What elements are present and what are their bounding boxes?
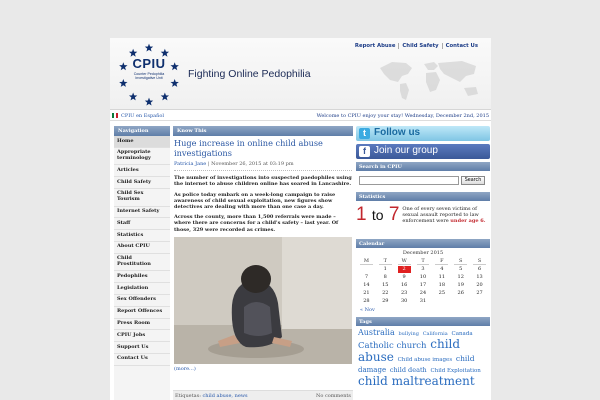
right-sidebar xyxy=(356,126,490,400)
calendar-day[interactable]: 14 xyxy=(363,282,370,288)
nav-item-child-safety[interactable]: Child Safety xyxy=(114,177,170,189)
left-sidebar xyxy=(114,126,170,400)
calendar-grid xyxy=(360,258,486,305)
mexico-flag-icon xyxy=(112,113,118,118)
sad-child-photo-icon xyxy=(174,237,352,364)
calendar-day-header: S xyxy=(473,258,486,265)
welcome-text: Welcome to CPIU enjoy your stay! Wednesday, December 2nd, 2015 xyxy=(316,112,489,119)
calendar-day[interactable]: 25 xyxy=(438,290,446,296)
star-icon xyxy=(119,79,127,87)
logo[interactable] xyxy=(125,56,173,80)
calendar-day-header: W xyxy=(398,258,411,265)
calendar-day[interactable]: 29 xyxy=(382,298,389,304)
search-form xyxy=(356,171,490,190)
nav-item-home[interactable]: Home xyxy=(114,136,170,148)
calendar-day[interactable]: 12 xyxy=(457,274,464,280)
post-paragraph: The number of investigations into suspected paedophiles using the internet to abuse children online has soared in Lancashire. xyxy=(174,175,352,188)
know-this-heading: Know This xyxy=(173,126,353,136)
calendar-day[interactable]: 21 xyxy=(363,290,370,296)
nav-item-internet-safety[interactable]: Internet Safety xyxy=(114,207,170,219)
calendar-day-header: S xyxy=(454,258,467,265)
facebook-icon: f xyxy=(359,146,370,157)
nav-item-statistics[interactable]: Statistics xyxy=(114,230,170,242)
calendar-day[interactable]: 13 xyxy=(476,274,483,280)
nav-item-press-room[interactable]: Press Room xyxy=(114,319,170,331)
post-body xyxy=(173,175,353,233)
statistics-heading: Statistics xyxy=(356,192,490,201)
tag-link[interactable]: child xyxy=(455,354,475,363)
twitter-icon: t xyxy=(359,128,370,139)
nav-item-report-offences[interactable]: Report Offences xyxy=(114,307,170,319)
search-input[interactable] xyxy=(359,176,459,185)
post-date: November 26, 2015 at 03:19 pm xyxy=(211,161,294,168)
calendar-day[interactable]: 24 xyxy=(419,290,427,296)
stat-text: One of every seven victims of sexual assault reported to law enforcement were xyxy=(402,206,479,224)
post-title[interactable]: Huge increase in online child abuse investigations xyxy=(174,138,323,158)
calendar-day[interactable]: 16 xyxy=(400,282,408,288)
calendar-day[interactable]: 1 xyxy=(383,266,387,272)
labels-prefix: Etiquetas: xyxy=(175,393,201,399)
calendar-day[interactable]: 8 xyxy=(383,274,387,280)
tag-link[interactable]: Child abuse images xyxy=(397,357,453,363)
nav-item-contact-us[interactable]: Contact Us xyxy=(114,354,170,366)
logo-title: CPIU xyxy=(132,56,166,71)
stat-highlight: under age 6. xyxy=(450,218,486,224)
calendar-day[interactable]: 15 xyxy=(382,282,389,288)
search-heading: Search in CPIU xyxy=(356,162,490,171)
star-icon xyxy=(145,44,153,52)
nav-list xyxy=(114,136,170,366)
tag-link[interactable]: Canada xyxy=(451,331,473,337)
post-image xyxy=(174,237,352,364)
facebook-label: Join our group xyxy=(374,145,438,156)
report-abuse-link[interactable]: Report Abuse xyxy=(352,43,400,49)
tag-link[interactable]: Catholic church xyxy=(358,341,427,351)
calendar-widget xyxy=(356,248,490,315)
comments-link[interactable]: No comments xyxy=(315,393,351,399)
tag-link[interactable]: bullying xyxy=(398,331,419,337)
tag-link[interactable]: Australia xyxy=(358,328,395,337)
contact-us-link[interactable]: Contact Us xyxy=(445,43,478,49)
calendar-day[interactable]: 9 xyxy=(402,274,406,280)
calendar-day[interactable]: 22 xyxy=(382,290,389,296)
calendar-day[interactable]: 18 xyxy=(438,282,446,288)
calendar-month-title: December 2015 xyxy=(402,250,444,256)
welcome-bar xyxy=(110,111,491,121)
calendar-day[interactable]: 20 xyxy=(476,282,483,288)
calendar-day[interactable]: 2 xyxy=(398,266,411,273)
nav-item-legislation[interactable]: Legislation xyxy=(114,283,170,295)
star-icon xyxy=(129,92,137,100)
nav-item-appropriate-terminology[interactable]: Appropriate terminology xyxy=(114,148,170,166)
calendar-prev-link[interactable]: « Nov xyxy=(360,307,375,313)
twitter-follow-banner[interactable] xyxy=(356,126,490,141)
post-labels xyxy=(175,393,248,399)
stat-description xyxy=(402,206,490,224)
tag-link[interactable]: California xyxy=(422,331,448,337)
stat-to: to xyxy=(371,207,384,223)
labels-links[interactable]: child abuse, news xyxy=(202,393,248,399)
site-title: Fighting Online Pedophilia xyxy=(188,68,311,80)
stat-number-one: 1 xyxy=(356,204,367,225)
calendar-day xyxy=(360,266,373,273)
page xyxy=(110,38,491,400)
calendar-day[interactable]: 6 xyxy=(477,266,482,272)
calendar-heading: Calendar xyxy=(356,239,490,248)
main-content xyxy=(173,126,353,400)
nav-item-cpiu-jobs[interactable]: CPIU Jobs xyxy=(114,330,170,342)
tags-heading: Tags xyxy=(356,317,490,326)
calendar-day[interactable]: 19 xyxy=(457,282,464,288)
post-author[interactable]: Patricia Jane xyxy=(174,161,207,168)
logo-subtitle: Counter Pedophilia Investigative Unit xyxy=(133,72,165,80)
calendar-day[interactable]: 23 xyxy=(400,290,408,296)
calendar-day[interactable]: 3 xyxy=(421,266,425,272)
tag-link[interactable]: damage xyxy=(358,366,387,374)
star-icon xyxy=(145,98,153,106)
post-paragraph: As police today embark on a week-long campaign to raise awareness of child sexual exploitation, new figures show detectives are dealing with more than one case a day. xyxy=(174,191,336,210)
tag-link[interactable]: child maltreatment xyxy=(358,374,475,388)
tag-link[interactable]: abuse xyxy=(358,350,394,364)
calendar-day xyxy=(435,298,448,305)
nav-item-articles[interactable]: Articles xyxy=(114,165,170,177)
nav-item-child-sex-tourism[interactable]: Child Sex Tourism xyxy=(114,189,170,207)
calendar-day xyxy=(454,298,467,305)
calendar-day[interactable]: 28 xyxy=(363,298,370,304)
calendar-day-header: T xyxy=(417,258,430,265)
tag-cloud xyxy=(356,326,490,391)
espanol-link[interactable]: CPIU en Español xyxy=(121,112,164,119)
statistic-widget xyxy=(356,201,490,237)
nav-item-sex-offenders[interactable]: Sex Offenders xyxy=(114,295,170,307)
nav-item-support-us[interactable]: Support Us xyxy=(114,342,170,354)
world-map-icon xyxy=(372,54,490,104)
calendar-day[interactable]: 17 xyxy=(419,282,427,288)
calendar-day[interactable]: 31 xyxy=(419,298,427,304)
calendar-day[interactable]: 10 xyxy=(419,274,427,280)
nav-item-staff[interactable]: Staff xyxy=(114,218,170,230)
more-link[interactable]: (more...) xyxy=(174,365,196,372)
post-paragraph: Across the county, more than 1,500 referrals were made – where there are concerns for a child's safety – last year. Of those, 329 were recorded as crimes. xyxy=(174,214,339,233)
tag-link[interactable]: Child Exploitation xyxy=(430,368,481,374)
calendar-day[interactable]: 11 xyxy=(438,274,446,280)
star-icon xyxy=(170,79,178,87)
calendar-day[interactable]: 26 xyxy=(457,290,464,296)
calendar-day-header: F xyxy=(435,258,448,265)
search-button[interactable]: Search xyxy=(461,176,485,185)
navigation-heading: Navigation xyxy=(114,126,170,136)
calendar-day[interactable]: 4 xyxy=(440,266,444,272)
meta-separator: | xyxy=(207,161,212,168)
calendar-day[interactable]: 27 xyxy=(476,290,483,296)
calendar-day[interactable]: 30 xyxy=(400,298,408,304)
stat-number-seven: 7 xyxy=(388,204,400,225)
calendar-day-header: T xyxy=(379,258,392,265)
tag-link[interactable]: child death xyxy=(389,366,427,374)
calendar-day[interactable]: 5 xyxy=(459,266,463,272)
facebook-group-banner[interactable] xyxy=(356,144,490,159)
calendar-day xyxy=(473,298,486,305)
post-meta xyxy=(174,161,352,171)
tag-link[interactable]: child xyxy=(430,337,461,351)
twitter-label: Follow us xyxy=(374,127,421,138)
post-footer xyxy=(173,390,353,400)
star-icon xyxy=(161,92,169,100)
nav-item-child-prostitution[interactable]: Child Prostitution xyxy=(114,254,170,272)
calendar-day[interactable]: 7 xyxy=(364,274,369,280)
nav-item-pedophiles[interactable]: Pedophiles xyxy=(114,271,170,283)
nav-item-about-cpiu[interactable]: About CPIU xyxy=(114,242,170,254)
stat-ratio xyxy=(356,204,399,226)
calendar-day-header: M xyxy=(360,258,373,265)
top-nav xyxy=(352,43,481,49)
site-header xyxy=(110,38,491,110)
child-safety-link[interactable]: Child Safety xyxy=(399,43,442,49)
